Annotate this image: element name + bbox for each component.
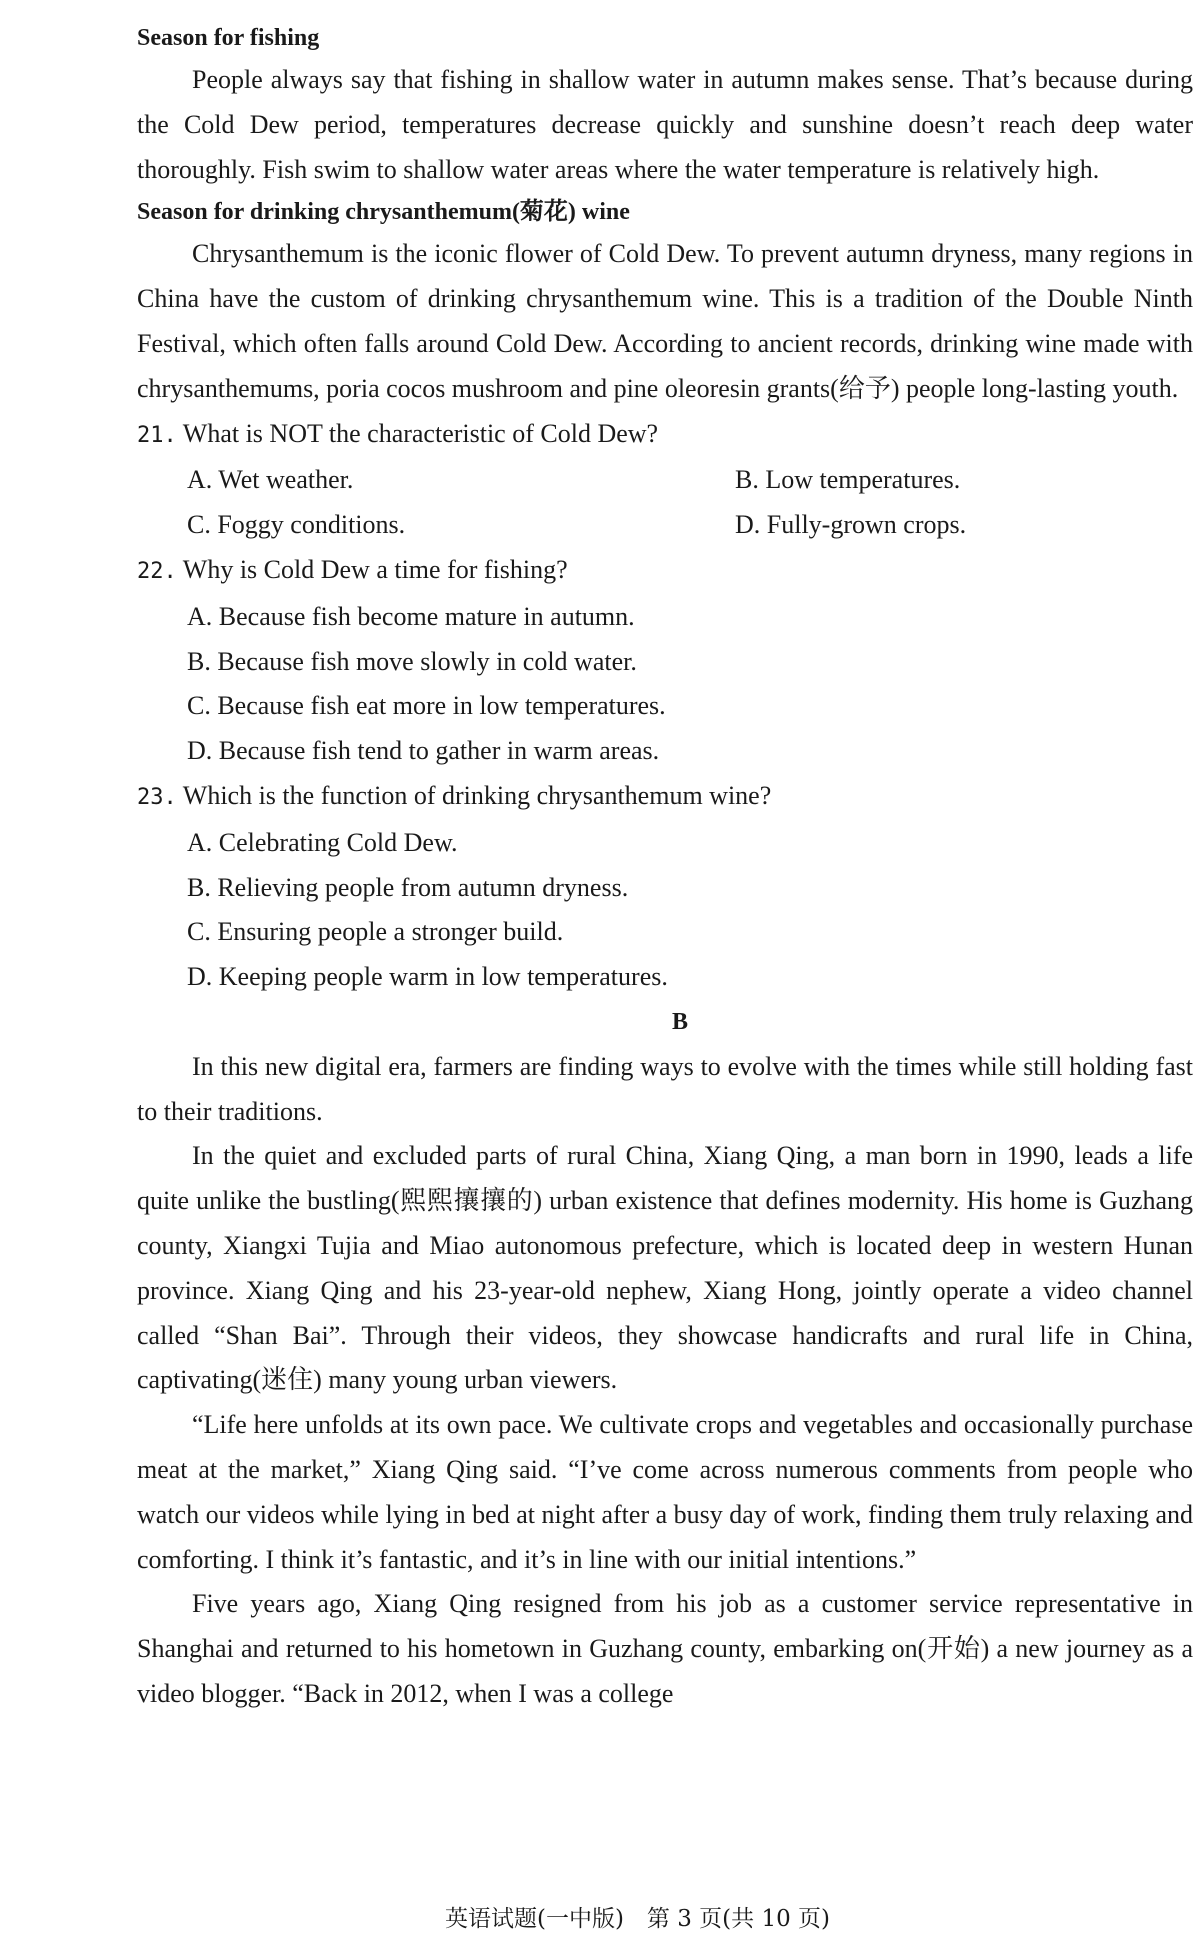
answer-options (187, 458, 1193, 548)
passage-b-paragraph-2: In the quiet and excluded parts of rural China, Xiang Qing, a man born in 1990, leads a life quite unlike the bustling(熙熙攘攘的) urban existence that defines modernity. His home is Guzhang county, Xiangxi Tujia and Miao autonomous prefecture, which is located deep in western Hunan province. Xiang Qing and his 23-year-old nephew, Xiang Hong, jointly operate a video channel called “Shan Bai”. Through their videos, they showcase handicrafts and rural life in China, captivating(迷住) many young urban viewers. (137, 1141, 1193, 1395)
paragraph-fishing: People always say that fishing in shallow water in autumn makes sense. That’s because during the Cold Dew period, temperatures decrease quickly and sunshine doesn’t reach deep water thoroughly. Fish swim to shallow water areas where the water temperature is relatively high. (137, 65, 1193, 184)
option-b[interactable]: B. Low temperatures. (735, 465, 961, 495)
option-a[interactable]: A. Because fish become mature in autumn. (187, 601, 635, 631)
question-text: Why is Cold Dew a time for fishing? (182, 554, 568, 584)
option-d[interactable]: D. Fully-grown crops. (735, 510, 967, 540)
option-b[interactable]: B. Relieving people from autumn dryness. (187, 872, 629, 902)
passage-b-paragraph-3: “Life here unfolds at its own pace. We cultivate crops and vegetables and occasionally purchase meat at the market,” Xiang Qing said. “I’ve come across numerous comments from people who watch our videos while lying in bed at night after a busy day of work, finding them truly relaxing and comforting. I think it’s fantastic, and it’s in line with our initial intentions.” (137, 1410, 1193, 1574)
question-number: 23. (137, 784, 177, 810)
option-d[interactable]: D. Keeping people warm in low temperatures. (187, 962, 668, 992)
question-22 (137, 548, 1193, 774)
answer-options (187, 595, 1193, 774)
question-text: Which is the function of drinking chrysanthemum wine? (182, 780, 772, 810)
passage-b-label: B (671, 1008, 688, 1035)
question-number: 22. (137, 558, 177, 584)
option-d[interactable]: D. Because fish tend to gather in warm areas. (187, 736, 660, 766)
question-number: 21. (137, 422, 177, 448)
option-c[interactable]: C. Because fish eat more in low temperatures. (187, 691, 666, 721)
option-c[interactable]: C. Ensuring people a stronger build. (187, 917, 564, 947)
passage-b-paragraph-1: In this new digital era, farmers are finding ways to evolve with the times while still holding fast to their traditions. (137, 1051, 1193, 1126)
paragraph-wine: Chrysanthemum is the iconic flower of Cold Dew. To prevent autumn dryness, many regions in China have the custom of drinking chrysanthemum wine. This is a tradition of the Double Ninth Festival, which often falls around Cold Dew. According to ancient records, drinking wine made with chrysanthemums, poria cocos mushroom and pine oleoresin grants(给予) people long-lasting youth. (137, 239, 1193, 403)
question-text: What is NOT the characteristic of Cold Dew? (182, 418, 659, 448)
option-a[interactable]: A. Celebrating Cold Dew. (187, 827, 458, 857)
option-b[interactable]: B. Because fish move slowly in cold water. (187, 646, 637, 676)
question-23 (137, 774, 1193, 1000)
passage-b-paragraph-4: Five years ago, Xiang Qing resigned from his job as a customer service representative in Shanghai and returned to his hometown in Guzhang county, embarking on(开始) a new journey as a video blogger. “Back in 2012, when I was a college (137, 1589, 1193, 1708)
section-heading-fishing: Season for fishing (137, 25, 320, 51)
page-footer: 英语试题(一中版) 第 3 页(共 10 页) (444, 1906, 831, 1932)
exam-page (137, 18, 1193, 1717)
answer-options (187, 821, 1193, 1000)
section-heading-wine: Season for drinking chrysanthemum(菊花) wine (137, 199, 630, 226)
option-a[interactable]: A. Wet weather. (187, 465, 354, 495)
question-21 (137, 412, 1193, 548)
option-c[interactable]: C. Foggy conditions. (187, 510, 406, 540)
